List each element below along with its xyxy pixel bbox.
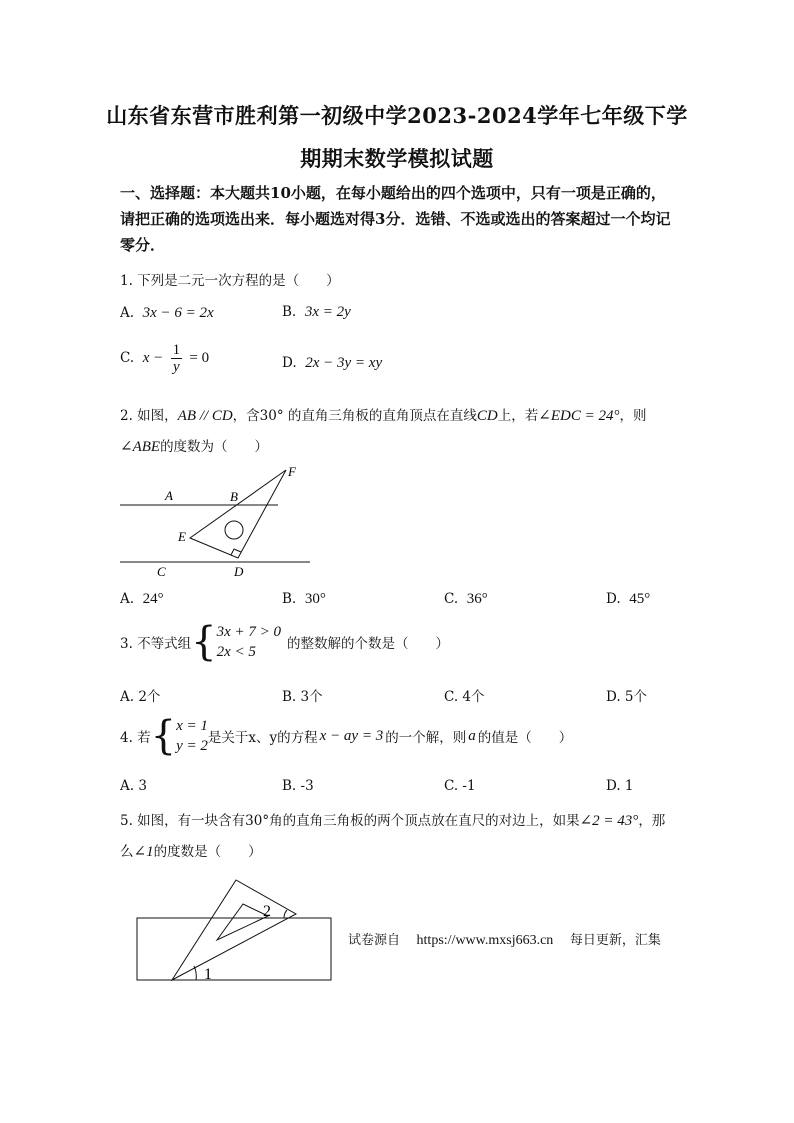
right-angle-mark (231, 549, 241, 555)
q4-option-d: D. 1 (606, 778, 634, 794)
q2-figure (110, 460, 320, 582)
q5-stem-b: ，那 (638, 813, 666, 829)
angle-2-label: 2 (263, 903, 271, 920)
q4-stem (120, 713, 573, 759)
q2-option-a (120, 591, 164, 608)
q1-option-a-label: A. (120, 305, 135, 321)
label-d: D (234, 564, 244, 579)
q2-stem-math2: CD (476, 408, 498, 424)
q4-stem-a: 4. 若 (120, 730, 151, 746)
q3-option-b: B. 3个 (282, 689, 323, 705)
q2-option-c-label: C. (444, 591, 459, 607)
q5-stem-a: 5. 如图，有一块含有30°角的直角三角板的两个顶点放在直尺的对边上，如果 (120, 813, 580, 829)
q1-option-d-math: 2x − 3y = xy (305, 355, 383, 371)
q4-stem-c: 的一个解，则 (385, 730, 467, 746)
q1-option-c (120, 342, 209, 375)
q2-option-a-label: A. (120, 591, 135, 607)
q1-option-b (282, 304, 351, 321)
q1-option-d-label: D. (282, 355, 297, 371)
q4-stem-math2: a (468, 727, 476, 744)
q4-option-c: C. -1 (444, 778, 476, 794)
triangle-outer (172, 880, 296, 980)
q3-stem-a: 3. 不等式组 (120, 636, 192, 652)
q1-option-c-label: C. (120, 350, 135, 366)
triangle-ruler (190, 470, 286, 558)
q4-option-a: A. 3 (120, 778, 147, 794)
q4-brace: { (150, 713, 177, 759)
q1-option-b-label: B. (282, 304, 297, 320)
q5-figure (130, 872, 340, 987)
label-b: B (230, 489, 238, 504)
q4-stem-math: x − ay = 3 (319, 727, 384, 744)
q2-option-c (444, 591, 488, 608)
q2-stem-b: ，含30° 的直角三角板的直角顶点在直线 (232, 408, 477, 424)
q4-system (176, 716, 208, 756)
q1-option-c-post: = 0 (189, 350, 210, 366)
watermark-url[interactable]: https://www.mxsj663.cn (416, 933, 554, 948)
q4-system-line2: y = 2 (176, 738, 208, 754)
watermark (348, 929, 661, 949)
q2-stem-math3: ∠EDC = 24° (538, 408, 620, 424)
label-c: C (157, 564, 166, 579)
q3-brace: { (191, 619, 217, 665)
q3-option-c: C. 4个 (444, 689, 485, 705)
q4-option-b: B. -3 (282, 778, 314, 794)
q3-stem-b: 的整数解的个数是（ ） (287, 636, 450, 652)
q5-stem-line2-b: 的度数是（ ） (153, 844, 262, 860)
angle-2-arc (284, 910, 287, 918)
q1-option-a-math: 3x − 6 = 2x (142, 305, 214, 321)
q3-stem (120, 619, 450, 665)
q2-option-d-value: 45° (629, 591, 651, 607)
q5-stem-line2-math: ∠1 (133, 844, 154, 860)
triangle-inner (217, 904, 268, 940)
q2-stem-c: 上，若 (497, 408, 539, 424)
q2-option-b-label: B. (282, 591, 297, 607)
doc-title-line1: 山东省东营市胜利第一初级中学2023-2024学年七年级下学 (106, 103, 688, 128)
q3-system-line1: 3x + 7 > 0 (216, 624, 282, 640)
q2-option-d (606, 591, 650, 608)
q3-system (217, 622, 281, 662)
q4-stem-d: 的值是（ ） (477, 730, 573, 746)
q1-option-a (120, 305, 214, 322)
q1-option-b-math: 3x = 2y (304, 304, 351, 320)
q3-system-line2: 2x < 5 (216, 644, 256, 660)
q2-stem-a: 2. 如图， (120, 408, 178, 424)
q2-option-d-label: D. (606, 591, 621, 607)
q2-option-b (282, 591, 326, 608)
section-header: 一、选择题：本大题共10小题，在每小题给出的四个选项中，只有一项是正确的，请把正确的选项选出来．每小题选对得3分．选错、不选或选出的答案超过一个均记零分． (120, 184, 671, 254)
doc-title-line2: 期期末数学模拟试题 (300, 146, 494, 171)
q2-option-c-value: 36° (466, 591, 488, 607)
angle-1-label: 1 (204, 966, 212, 983)
q2-option-b-value: 30° (304, 591, 326, 607)
label-e: E (178, 529, 186, 544)
q1-option-c-numerator: 1 (172, 342, 181, 358)
q1-option-d (282, 355, 382, 372)
q3-option-d: D. 5个 (606, 689, 648, 705)
q2-stem-line2 (120, 435, 268, 456)
q1-option-c-pre: x − (142, 350, 164, 366)
q2-stem-line2-text: 的度数为（ ） (160, 439, 269, 455)
q5-stem-line2 (120, 840, 262, 861)
watermark-suffix: 每日更新，汇集 (569, 933, 661, 948)
label-f: F (288, 464, 296, 479)
q5-stem-line2-a: 么 (120, 844, 134, 860)
q1-stem: 1. 下列是二元一次方程的是（ ） (120, 273, 340, 289)
q1-option-c-denominator: y (172, 359, 180, 375)
label-a: A (165, 488, 173, 503)
q4-stem-b: 是关于x、y的方程 (207, 730, 318, 746)
q2-stem-line1 (120, 404, 646, 425)
q2-stem-math1: AB // CD (177, 408, 233, 424)
q5-stem-math: ∠2 = 43° (579, 813, 639, 829)
q5-stem-line1 (120, 809, 665, 830)
q2-stem-line2-math: ∠ABE (120, 439, 161, 455)
q3-option-a: A. 2个 (120, 689, 161, 705)
q2-option-a-value: 24° (142, 591, 164, 607)
q4-system-line1: x = 1 (176, 718, 208, 734)
ruler (137, 918, 331, 980)
q1-option-c-fraction (171, 342, 183, 375)
watermark-prefix: 试卷源自 (348, 933, 401, 948)
q2-stem-d: ，则 (619, 408, 647, 424)
triangle-hole (225, 521, 243, 539)
